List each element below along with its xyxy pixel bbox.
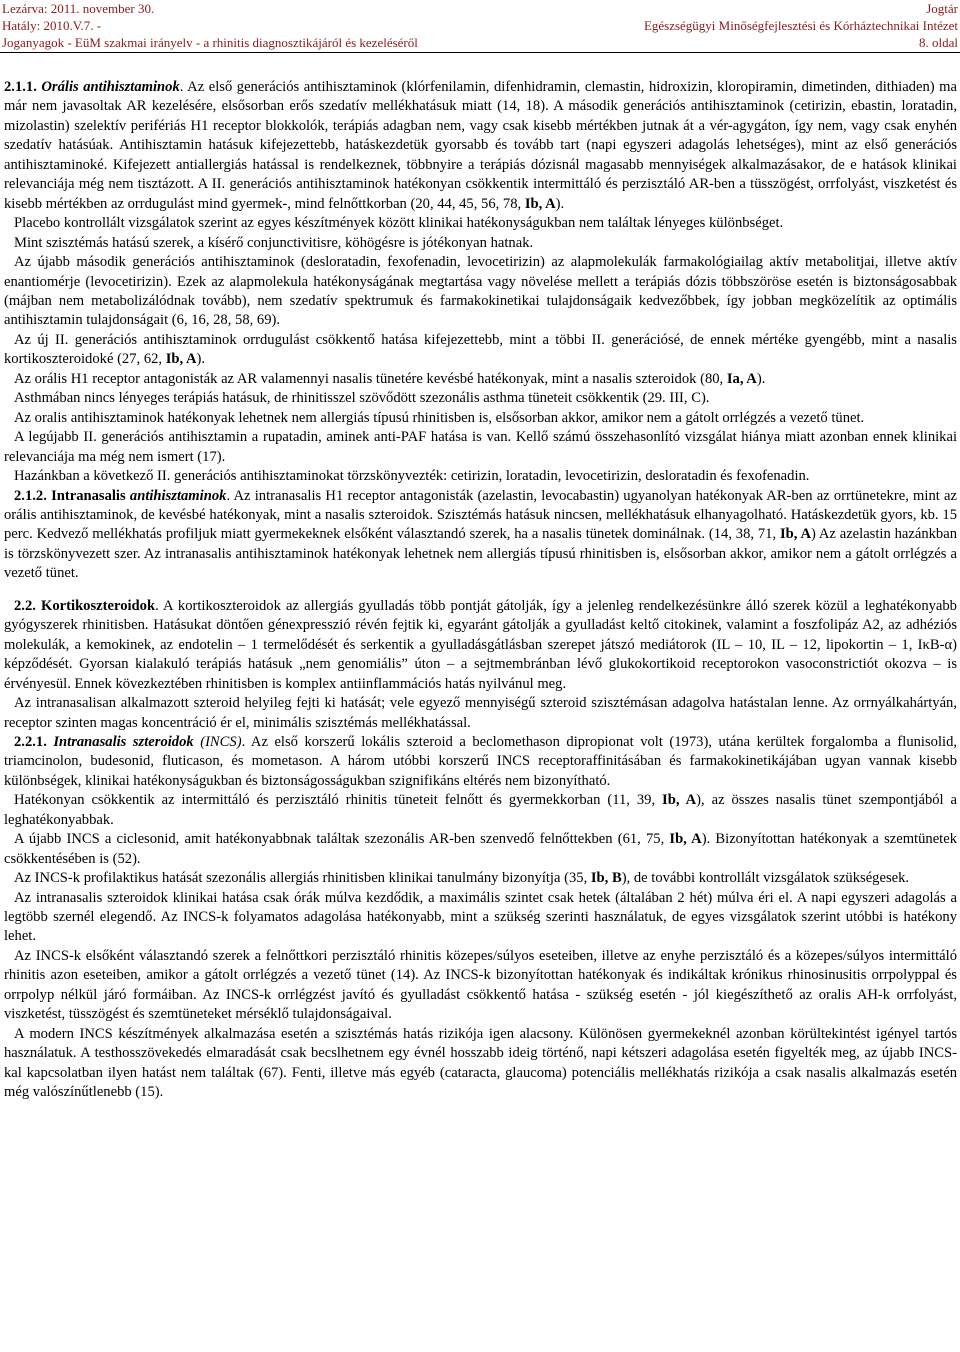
text-run: ). xyxy=(196,351,206,368)
body-paragraph xyxy=(4,1025,957,1103)
header-row-1 xyxy=(2,0,958,17)
body-paragraph xyxy=(4,214,957,233)
text-run: Az INCS-k profilaktikus hatását szezonális allergiás rhinitisben klinikai tanulmány bizonyítja (35, xyxy=(14,870,591,887)
text-run: . A kortikoszteroidok az allergiás gyulladás több pontját gátolják, így a jelenleg rendelkezésünkre álló szerek közül a leghatékonyabb gyógyszerek rhinitisben. Hatásukat döntően génexpresszió révén fejtik ki, egyaránt gátolják a gyulladást keltő citokinek, valamint a foszfolipáz A2, az adhéziós molekulák, a kemokinek, az endotelin – 1 termelődését és serkentik a gyulladásgátlásban szerepet játszó mediátorok (IL – 10, IL – 12, lipokortin – 1, IκB-α) képződését. Gyorsan kialakuló terápiás hatásuk „nem genomiális” úton – a sejtmembránban lévő glukokortikoid receptorokon vasoconstrictiót okozva – is érvényesül. Ennek kövezkeztében rhinitisben is komplex antiinflammációs hatás nyilvánul meg. xyxy=(4,597,957,692)
text-run: Placebo kontrollált vizsgálatok szerint az egyes készítmények között klinikai hatékonyságukban nem találtak lényeges különbséget. xyxy=(14,215,784,232)
text-run: 2.1.1. xyxy=(4,79,42,95)
body-paragraph xyxy=(4,733,957,791)
text-run: A legújabb II. generációs antihisztamin a rupatadin, aminek anti-PAF hatása is van. Kellő számú összehasonlító vizsgálat hiánya miatt azonban ennek klinikai relevanciája ma még nem ismert (17). xyxy=(4,429,957,465)
text-run: Az INCS-k elsőként választandó szerek a felnőttkori perzisztáló rhinitis közepes/súlyos eseteiben, illetve az enyhe perzisztáló és a közepes/súlyos intermittáló rhinitis azon eseteiben, amikor a gátolt orrlégzés a vezető tünet (14). Az INCS-k bizonyítottan hatékonyak és indikáltak krónikus rhinosinusitis orrpolyppal és orrpolyp nélkül járó formáiban. Az INCS-k orrlégzést javító és gyulladást csökkentő hatása - szükség esetén - jól kiegészíthető az oralis AH-k orrfolyást, viszketést, tüsszögést és szemtüneteket mérséklő tulajdonságaival. xyxy=(4,947,957,1023)
text-run: Ib, A xyxy=(524,195,556,212)
body-paragraph xyxy=(4,889,957,947)
text-run: ) Az azelastin hazánkban is törzskönyvezett szer. Az intranasalis antihisztaminok hatékonyak lehetnek nem allergiás típusú rhinitisben is, elsősorban akkor, amikor nem a gátolt orrlégzés a vezető tünet. xyxy=(4,526,958,582)
body-paragraph xyxy=(4,869,957,888)
header-row-3 xyxy=(2,34,958,51)
text-run: A modern INCS készítmények alkalmazása esetén a szisztémás hatás rizikója igen alacsony. Különösen gyermekeknél azonban körültekintést igényel tartós használatuk. A testhosszövekedés elmaradását csak becslhetnem egy évnél hosszabb ideig történő, napi kétszeri adagolása esetén figyelték meg, az újabb INCS-kal kapcsolatban ilyen hatást nem találtak (67). Fenti, illetve más egyéb (cataracta, glaucoma) potenciális mellékhatás rizikója a csak nasalis alkalmazás esetén még valószínűtlenebb (15). xyxy=(4,1025,957,1101)
text-run: Orális antihisztaminok xyxy=(41,79,180,95)
body-paragraph xyxy=(4,389,957,408)
text-run: Asthmában nincs lényeges terápiás hatásuk, de rhinitisszel szövődött szezonális asthma tüneteit csökkentik (29. III, C). xyxy=(14,390,710,407)
text-run: Hazánkban a következő II. generációs antihisztaminokat törzskönyvezték: cetirizin, loratadin, levocetirizin, desloratadin és fexofenadin. xyxy=(14,468,810,485)
body-paragraph xyxy=(4,253,957,331)
body-paragraph xyxy=(4,370,957,389)
text-run: Ib, A xyxy=(662,792,697,809)
page-number: 8. oldal xyxy=(919,35,958,50)
text-run: Mint szisztémás hatású szerek, a kísérő conjunctivitisre, köhögésre is jótékonyan hatnak. xyxy=(14,234,534,251)
text-run: Intranasalis xyxy=(51,487,130,504)
text-run: Az intranasalisan alkalmazott szteroid helyileg fejti ki hatását; vele egyező mennyiségű szteroid szisztémásan adagolva hatástalan lenne. Az orrnyálkahártyán, receptor szinten magas koncentráció ér el, minimális szisztémás mellékhatással. xyxy=(4,695,957,731)
body-paragraph xyxy=(4,428,957,467)
text-run: Ib, B xyxy=(590,870,622,887)
body-paragraph xyxy=(4,331,957,370)
text-run: ). xyxy=(555,195,565,212)
header-row-2 xyxy=(2,17,958,34)
text-run: (INCS) xyxy=(193,733,242,750)
text-run: Az újabb második generációs antihisztaminok (desloratadin, fexofenadin, levocetirizin) az alapmolekulák farmakológiailag aktív metabolitjai, illetve aktív enantiomérje (levocetirizin). Ezek az alapmolekula hatékonyságának megtartása vagy növelése mellett a terápiás dózis többszöröse esetén is biztonságosabbak (májban nem metabolizálódnak tovább), nem szedatív spektrumuk és farmakokinetikai tulajdonságaik kedvezőbbek, így jobban megközelítik az optimális antihisztamin tulajdonságait (6, 16, 28, 58, 69). xyxy=(4,254,957,329)
text-run: Az új II. generációs antihisztaminok orrdugulást csökkentő hatása kifejezettebb, mint a többi II. generációsé, de ennek mértéke gyengébb, mint a nasalis kortikoszteroidoké (27, 62, xyxy=(4,331,957,368)
header-divider xyxy=(0,52,960,53)
document-title: Joganyagok - EüM szakmai irányelv - a rhinitis diagnosztikájáról és kezeléséről xyxy=(2,35,418,50)
text-run: Ib, A xyxy=(669,831,702,848)
text-run: Az intranasalis szteroidok klinikai hatása csak órák múlva kezdődik, a maximális szintet csak hetek (általában 2 hét) múlva éri el. A napi egyszeri adagolás a legtöbb szernél elegendő. Az INCS-k folyamatos adagolása hatékonyabb, mint a szükség szerinti használatuk, de egyes vizsgálatok szerint utóbbi is hatékony lehet. xyxy=(4,889,957,945)
body-paragraph xyxy=(4,830,957,869)
validity-date: Hatály: 2010.V.7. - xyxy=(2,18,102,33)
body-paragraph xyxy=(4,467,957,486)
institute-name: Egészségügyi Minőségfejlesztési és Kórháztechnikai Intézet xyxy=(643,18,958,33)
body-paragraph xyxy=(4,487,957,584)
text-run: . Az intranasalis H1 receptor antagonisták (azelastin, levocabastin) ugyanolyan hatékonyak AR-ben az orrtünetekre, mint az orális antihisztaminok, de kevésbé hatékonyak, mint a nasalis szteroidok. Szisztémás hatásuk nincsen, mellékhatásuk elhanyagolható. Hatáskezdetük gyors, kb. 15 perc. Kedvező mellékhatás profiljuk miatt gyermekeknek elsőként választandó szerek, ha a nasalis tünetek dominálnak. (14, 38, 71, xyxy=(4,487,957,543)
text-run: ). Bizonyítottan hatékonyak a szemtünetek csökkentésében is (52). xyxy=(4,831,958,867)
text-run: Ib, A xyxy=(779,526,811,543)
body-paragraph xyxy=(4,947,957,1025)
body-paragraph xyxy=(4,597,957,694)
body-paragraph xyxy=(4,78,957,214)
text-run: antihisztaminok xyxy=(129,487,227,504)
text-run: . Az első korszerű lokális szteroid a beclomethason dipropionat volt (1973), utána kerültek forgalomba a flunisolid, triamcinolon, budesonid, fluticason, és mometason. A három utóbbi korszerű INCS receptoraffinitásában és farmakokinetikájában ugyan vannak kisebb különbségek, klinikai hatékonyságukban és biztonságosságukban szignifikáns eltérés nem bizonyítható. xyxy=(4,733,958,789)
body-paragraph xyxy=(4,234,957,253)
text-run: ), az összes nasalis tünet szempontjából a leghatékonyabbak. xyxy=(4,792,958,828)
text-run: Hatékonyan csökkentik az intermittáló és perzisztáló rhinitis tüneteit felnőtt és gyermekkorban (11, 39, xyxy=(14,792,663,809)
closing-date: Lezárva: 2011. november 30. xyxy=(2,1,155,16)
text-run: Az orális H1 receptor antagonisták az AR valamennyi nasalis tünetére kevésbé hatékonyak, mint a nasalis szteroidok (80, xyxy=(14,370,727,387)
body-paragraph xyxy=(4,791,957,830)
text-run: ), de további kontrollált vizsgálatok szükségesek. xyxy=(621,870,910,887)
publisher-name: Jogtár xyxy=(926,1,958,16)
text-run: Ib, A xyxy=(165,351,197,368)
text-run: 2.2.1. xyxy=(14,733,54,750)
document-body xyxy=(4,78,957,1103)
body-paragraph xyxy=(4,409,957,428)
body-paragraph xyxy=(4,694,957,733)
text-run: Az oralis antihisztaminok hatékonyak lehetnek nem allergiás típusú rhinitisben is, elsősorban akkor, amikor nem a gátolt orrlégzés a vezető tünet. xyxy=(14,409,865,426)
text-run: Intranasalis szteroidok xyxy=(53,733,194,750)
text-run: 2.2. Kortikoszteroidok xyxy=(14,597,156,614)
page-header xyxy=(2,0,958,51)
text-run: A újabb INCS a ciclesonid, amit hatékonyabbnak találtak szezonális AR-ben szenvedő felnőttekben (61, 75, xyxy=(14,831,670,848)
text-run: . Az első generációs antihisztaminok (klórfenilamin, difenhidramin, clemastin, hidroxizin, kloropiramin, dimetinden, dithiaden) ma már nem javasoltak AR kezelésére, elsősorban erős szedatív mellékhatásuk miatt (14, 18). A második generációs antihisztaminok (cetirizin, ebastin, loratadin, mizolastin) szelektív perifériás H1 receptor blokkolók, terápiás adagban nem, vagy csak kisebb mértékben jutnak át a vér-agygáton, így nem, vagy csak enyhén szedatív hatásúak. Antihisztamin hatásuk kifejezettebb, hatáskezdetük gyorsabb és tovább tart (napi egyszeri adagolás lehetséges), mint az első generációs antihisztaminoké. Kifejezett antiallergiás hatással is rendelkeznek, többnyire a terápiás dózisnál magasabb mennyiségek alkalmazásakor, de e hatások klinikai relevanciája még nem tisztázott. A II. generációs antihisztaminok hatékonyan csökkentik intermittáló és perzisztáló AR-ben a tüsszögést, orrfolyást, viszketést és kisebb mértékben az orrdugulást mind gyermek-, mind felnőttkorban (20, 44, 45, 56, 78, xyxy=(4,79,957,212)
text-run: 2.1.2. xyxy=(14,487,52,504)
text-run: ). xyxy=(756,370,766,387)
text-run: Ia, A xyxy=(726,370,757,387)
